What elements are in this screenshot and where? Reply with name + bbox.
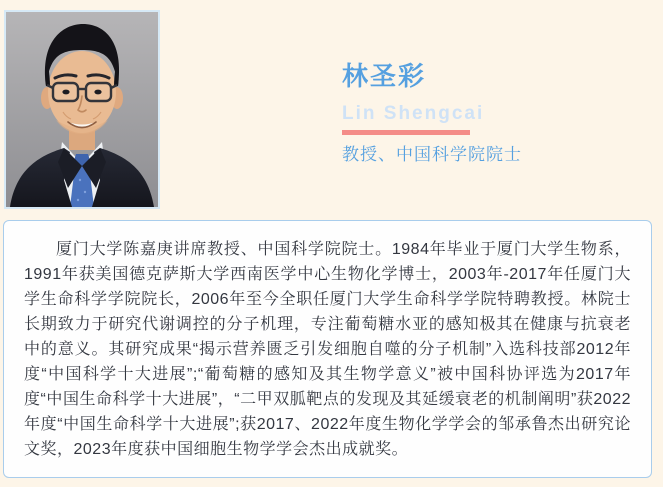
biography-box	[3, 220, 652, 478]
profile-photo	[4, 10, 160, 209]
profile-name: 林圣彩	[342, 61, 427, 91]
portrait-illustration	[6, 12, 158, 207]
red-divider-bar	[342, 130, 470, 135]
biography-paragraph: 厦门大学陈嘉庚讲席教授、中国科学院院士。1984年毕业于厦门大学生物系，1991年获美国德克萨斯大学西南医学中心生物化学博士，2003年-2017年任厦门大学生命科学学院院长，2006年至今全职任厦门大学生命科学学院特聘教授。林院士长期致力于研究代谢调控的分子机理，专注葡萄糖水亚的感知极其在健康与抗衰老中的意义。其研究成果“揭示营养匮乏引发细胞自噬的分子机制”入选科技部2012年度“中国科学十大进展”;“葡萄糖的感知及其生物学意义”被中国科协评选为2017年度“中国生命科学十大进展”，“二甲双胍靶点的发现及其延缓衰老的机制阐明”获2022年度“中国生命科学十大进展”;获2017、2022年度生物化学学会的邹承鲁杰出研究论文奖，2023年度获中国细胞生物学学会杰出成就奖。	[24, 241, 631, 458]
profile-job-title: 教授、中国科学院院士	[342, 145, 522, 164]
profile-info	[342, 62, 522, 164]
profile-pinyin: Lin Shengcai	[342, 103, 485, 124]
